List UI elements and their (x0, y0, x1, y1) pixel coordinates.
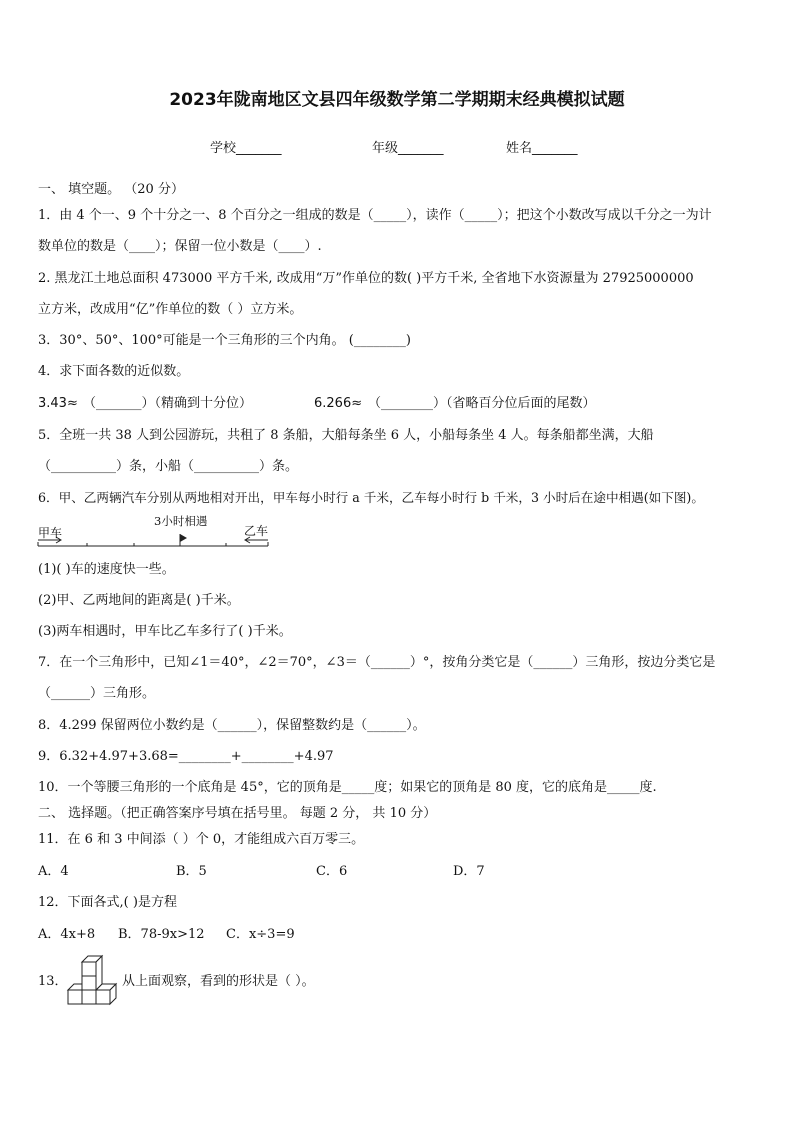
question-7-line-1: 7．在一个三角形中，已知∠1＝40°，∠2＝70°，∠3＝（______）°，按角分类它是（______）三角形，按边分类它是 (38, 655, 716, 670)
question-1-line-2: 数单位的数是（____）；保留一位小数是（____）. (38, 239, 322, 254)
question-4a-answer: （_______）（精确到十分位） (83, 396, 253, 411)
question-11-stem: 11．在 6 和 3 中间添（ ）个 0，才能组成六百万零三。 (38, 832, 365, 847)
question-11-option-a: A．4 (38, 864, 69, 879)
cube-stack-figure (66, 954, 122, 1006)
question-8: 8．4.299 保留两位小数约是（______），保留整数约是（______）。 (38, 718, 426, 733)
question-13-number: 13． (38, 974, 68, 989)
question-4b-expression: 6.266≈ (314, 396, 363, 411)
question-5-line-2: （__________）条，小船（__________）条。 (38, 459, 299, 474)
car-a-label: 甲车 (38, 526, 63, 540)
question-5-line-1: 5．全班一共 38 人到公园游玩，共租了 8 条船，大船每条坐 6 人，小船每条坐 4 人。每条船都坐满，大船 (38, 428, 654, 443)
question-2-line-1: 2. 黑龙江土地总面积 473000 平方千米, 改成用“万”作单位的数( )平方千米, 全省地下水资源量为 27925000000 (38, 271, 694, 286)
question-12-option-a: A．4x+8 (38, 927, 96, 942)
cube-stack-drawing (66, 954, 122, 1006)
question-6-part-1: (1)( )车的速度快一些。 (38, 562, 175, 577)
section-fill-blank-heading: 一、 填空题。 （20 分） (38, 182, 184, 197)
question-1-line-1: 1．由 4 个一、9 个十分之一、8 个百分之一组成的数是（_____），读作（_____）；把这个小数改写成以千分之一为计 (38, 208, 712, 223)
question-6-part-2: (2)甲、乙两地间的距离是( )千米。 (38, 593, 240, 608)
question-12-option-b: B．78-9x>12 (118, 927, 205, 942)
question-7-line-2: （______）三角形。 (38, 686, 156, 701)
car-b-label: 乙车 (244, 524, 269, 538)
question-6-stem: 6．甲、乙两辆汽车分别从两地相对开出，甲车每小时行 a 千米，乙车每小时行 b 千米，3 小时后在途中相遇(如下图)。 (38, 490, 704, 505)
question-11-option-b: B．5 (176, 864, 207, 879)
question-6-part-3: (3)两车相遇时，甲车比乙车多行了( )千米。 (38, 624, 292, 639)
question-11-option-c: C．6 (316, 864, 348, 879)
question-2-line-2: 立方米，改成用“亿”作单位的数（ ）立方米。 (38, 302, 303, 317)
question-9: 9．6.32+4.97+3.68=________+________+4.97 (38, 749, 334, 764)
question-13-text: 从上面观察，看到的形状是（ ）。 (122, 974, 315, 989)
section-choice-heading: 二、 选择题。（把正确答案序号填在括号里。 每题 2 分， 共 10 分） (38, 806, 437, 821)
question-4b-answer: （________）（省略百分位后面的尾数） (368, 396, 596, 411)
question-10: 10．一个等腰三角形的一个底角是 45°，它的顶角是_____度；如果它的顶角是 80 度，它的底角是_____度. (38, 780, 657, 795)
grade-field: 年级_______ (372, 141, 444, 156)
page-title: 2023年陇南地区文县四年级数学第二学期期末经典模拟试题 (169, 90, 625, 110)
question-12-stem: 12．下面各式,( )是方程 (38, 895, 177, 910)
meet-label: 3小时相遇 (154, 514, 208, 528)
question-4-stem: 4．求下面各数的近似数。 (38, 364, 190, 379)
name-field: 姓名_______ (506, 141, 578, 156)
school-field: 学校_______ (210, 141, 282, 156)
question-12-option-c: C．x÷3=9 (226, 927, 295, 942)
question-4a-expression: 3.43≈ (38, 396, 78, 411)
question-3: 3．30°、50°、100°可能是一个三角形的三个内角。 (________) (38, 333, 411, 348)
question-11-option-d: D．7 (453, 864, 485, 879)
